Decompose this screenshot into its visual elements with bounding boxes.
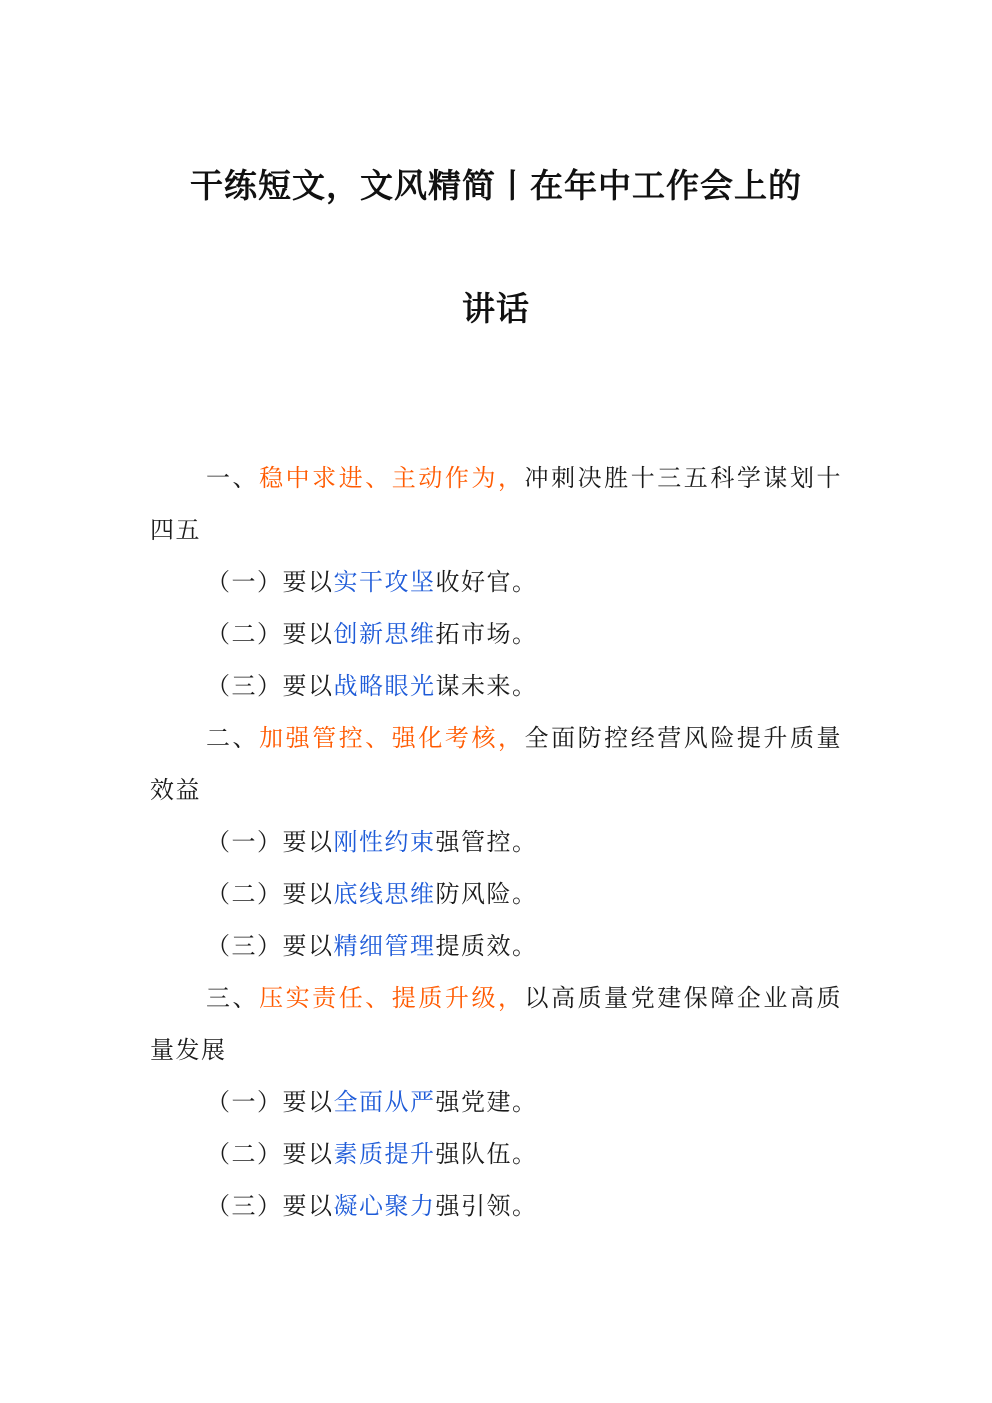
section-2-item-1 bbox=[150, 816, 842, 868]
section-2-item-2 bbox=[150, 868, 842, 920]
item-suffix: 谋未来。 bbox=[435, 672, 538, 700]
section-heading-rest: 全面防控经营风险提升质量效益 bbox=[150, 724, 843, 804]
section-heading-1 bbox=[150, 452, 842, 556]
item-prefix: （二）要以 bbox=[206, 880, 334, 908]
section-3-item-2 bbox=[150, 1128, 842, 1180]
document-body bbox=[150, 452, 842, 1232]
item-suffix: 强党建。 bbox=[435, 1088, 538, 1116]
item-suffix: 强队伍。 bbox=[435, 1140, 538, 1168]
section-highlight: 压实责任、提质升级， bbox=[259, 984, 525, 1012]
item-prefix: （一）要以 bbox=[206, 828, 334, 856]
section-heading-2 bbox=[150, 712, 842, 816]
item-prefix: （一）要以 bbox=[206, 568, 334, 596]
section-number: 二、 bbox=[206, 724, 260, 752]
section-1-item-3 bbox=[150, 660, 842, 712]
section-heading-3 bbox=[150, 972, 842, 1076]
item-prefix: （三）要以 bbox=[206, 1192, 334, 1220]
item-suffix: 收好官。 bbox=[435, 568, 538, 596]
item-prefix: （一）要以 bbox=[206, 1088, 334, 1116]
section-heading-rest: 以高质量党建保障企业高质量发展 bbox=[150, 984, 843, 1064]
item-prefix: （二）要以 bbox=[206, 620, 334, 648]
section-3-item-1 bbox=[150, 1076, 842, 1128]
section-heading-rest: 冲刺决胜十三五科学谋划十四五 bbox=[150, 464, 843, 544]
item-highlight: 素质提升 bbox=[333, 1140, 436, 1168]
item-prefix: （二）要以 bbox=[206, 1140, 334, 1168]
item-suffix: 防风险。 bbox=[435, 880, 538, 908]
section-highlight: 加强管控、强化考核， bbox=[259, 724, 525, 752]
item-highlight: 刚性约束 bbox=[333, 828, 436, 856]
item-suffix: 拓市场。 bbox=[435, 620, 538, 648]
item-highlight: 创新思维 bbox=[333, 620, 436, 648]
item-suffix: 提质效。 bbox=[435, 932, 538, 960]
item-prefix: （三）要以 bbox=[206, 932, 334, 960]
item-suffix: 强管控。 bbox=[435, 828, 538, 856]
item-suffix: 强引领。 bbox=[435, 1192, 538, 1220]
section-2-item-3 bbox=[150, 920, 842, 972]
item-highlight: 精细管理 bbox=[333, 932, 436, 960]
item-highlight: 底线思维 bbox=[333, 880, 436, 908]
item-highlight: 全面从严 bbox=[333, 1088, 436, 1116]
document-title-line-2: 讲话 bbox=[462, 289, 530, 328]
document-title-line-1: 干练短文，文风精简丨在年中工作会上的 bbox=[190, 166, 802, 205]
item-highlight: 实干攻坚 bbox=[333, 568, 436, 596]
item-highlight: 凝心聚力 bbox=[333, 1192, 436, 1220]
item-highlight: 战略眼光 bbox=[333, 672, 436, 700]
section-1-item-2 bbox=[150, 608, 842, 660]
section-1-item-1 bbox=[150, 556, 842, 608]
section-3-item-3 bbox=[150, 1180, 842, 1232]
section-highlight: 稳中求进、主动作为， bbox=[259, 464, 525, 492]
section-number: 三、 bbox=[206, 984, 260, 1012]
section-number: 一、 bbox=[206, 464, 260, 492]
item-prefix: （三）要以 bbox=[206, 672, 334, 700]
